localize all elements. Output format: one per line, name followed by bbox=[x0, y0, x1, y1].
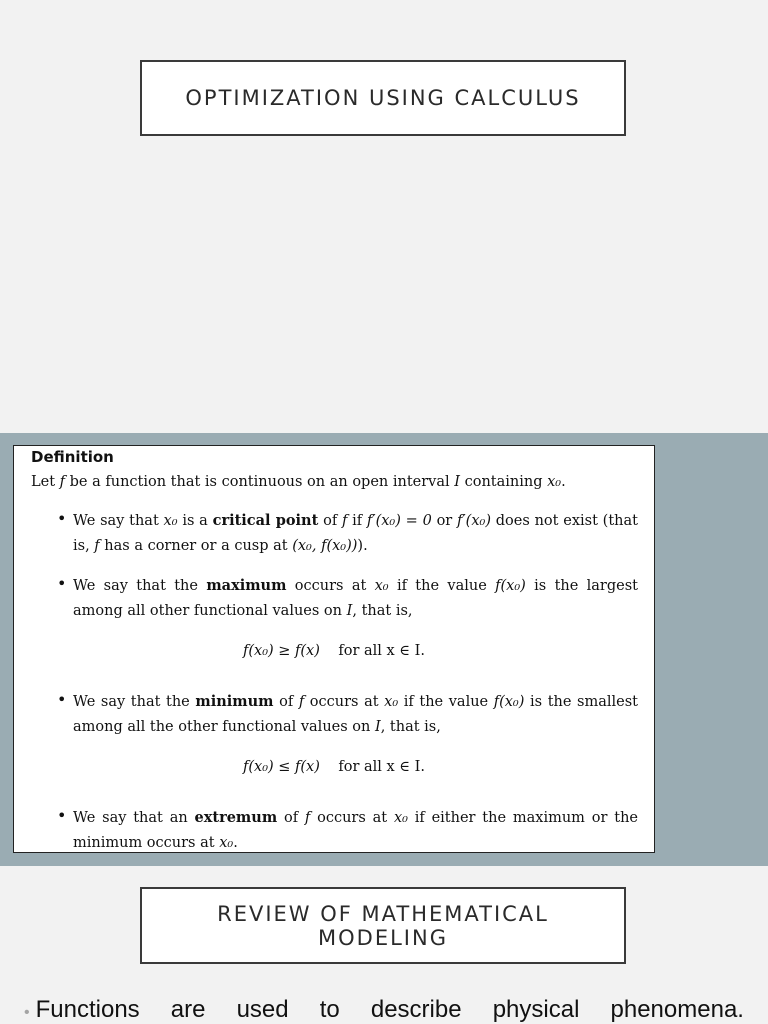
minimum-definition: We say that the minimum of f occurs at x₀ if the value f(x₀) is the smallest among all the other functional values on I, that is, bbox=[73, 693, 638, 735]
slide-title-text: OPTIMIZATION USING CALCULUS bbox=[185, 86, 581, 110]
slide-title-mathematical-modeling bbox=[140, 887, 626, 964]
definition-box bbox=[13, 445, 655, 853]
minimum-formula: f(x₀) ≤ f(x) for all x ∈ I. bbox=[243, 759, 425, 775]
slide-title-text: REVIEW OF MATHEMATICAL MODELING bbox=[217, 901, 549, 950]
bullet-maximum: • bbox=[57, 574, 67, 593]
bullet-text: Functions are used to describe physical phenomena. bbox=[35, 996, 744, 1023]
bullet-extremum: • bbox=[57, 806, 67, 825]
bullet-minimum: • bbox=[57, 690, 67, 709]
maximum-definition: We say that the maximum occurs at x₀ if the value f(x₀) is the largest among all other functional values on I, that is, bbox=[73, 577, 638, 619]
definition-heading: Definition bbox=[31, 448, 114, 466]
critical-point-definition: We say that x₀ is a critical point of f if f′(x₀) = 0 or f′(x₀) does not exist (that is, f has a corner or a cusp at (x₀, f(x₀))). bbox=[73, 512, 638, 554]
bullet-critical: • bbox=[57, 509, 67, 528]
slide-title-optimization bbox=[140, 60, 626, 136]
extremum-definition: We say that an extremum of f occurs at x₀ if either the maximum or the minimum occurs at x₀. bbox=[73, 809, 638, 851]
bullet-functions bbox=[24, 996, 744, 1024]
definition-intro: Let f be a function that is continuous on an open interval I containing x₀. bbox=[31, 474, 566, 490]
bullet-dot-icon: • bbox=[24, 1004, 30, 1021]
maximum-formula: f(x₀) ≥ f(x) for all x ∈ I. bbox=[243, 643, 425, 659]
